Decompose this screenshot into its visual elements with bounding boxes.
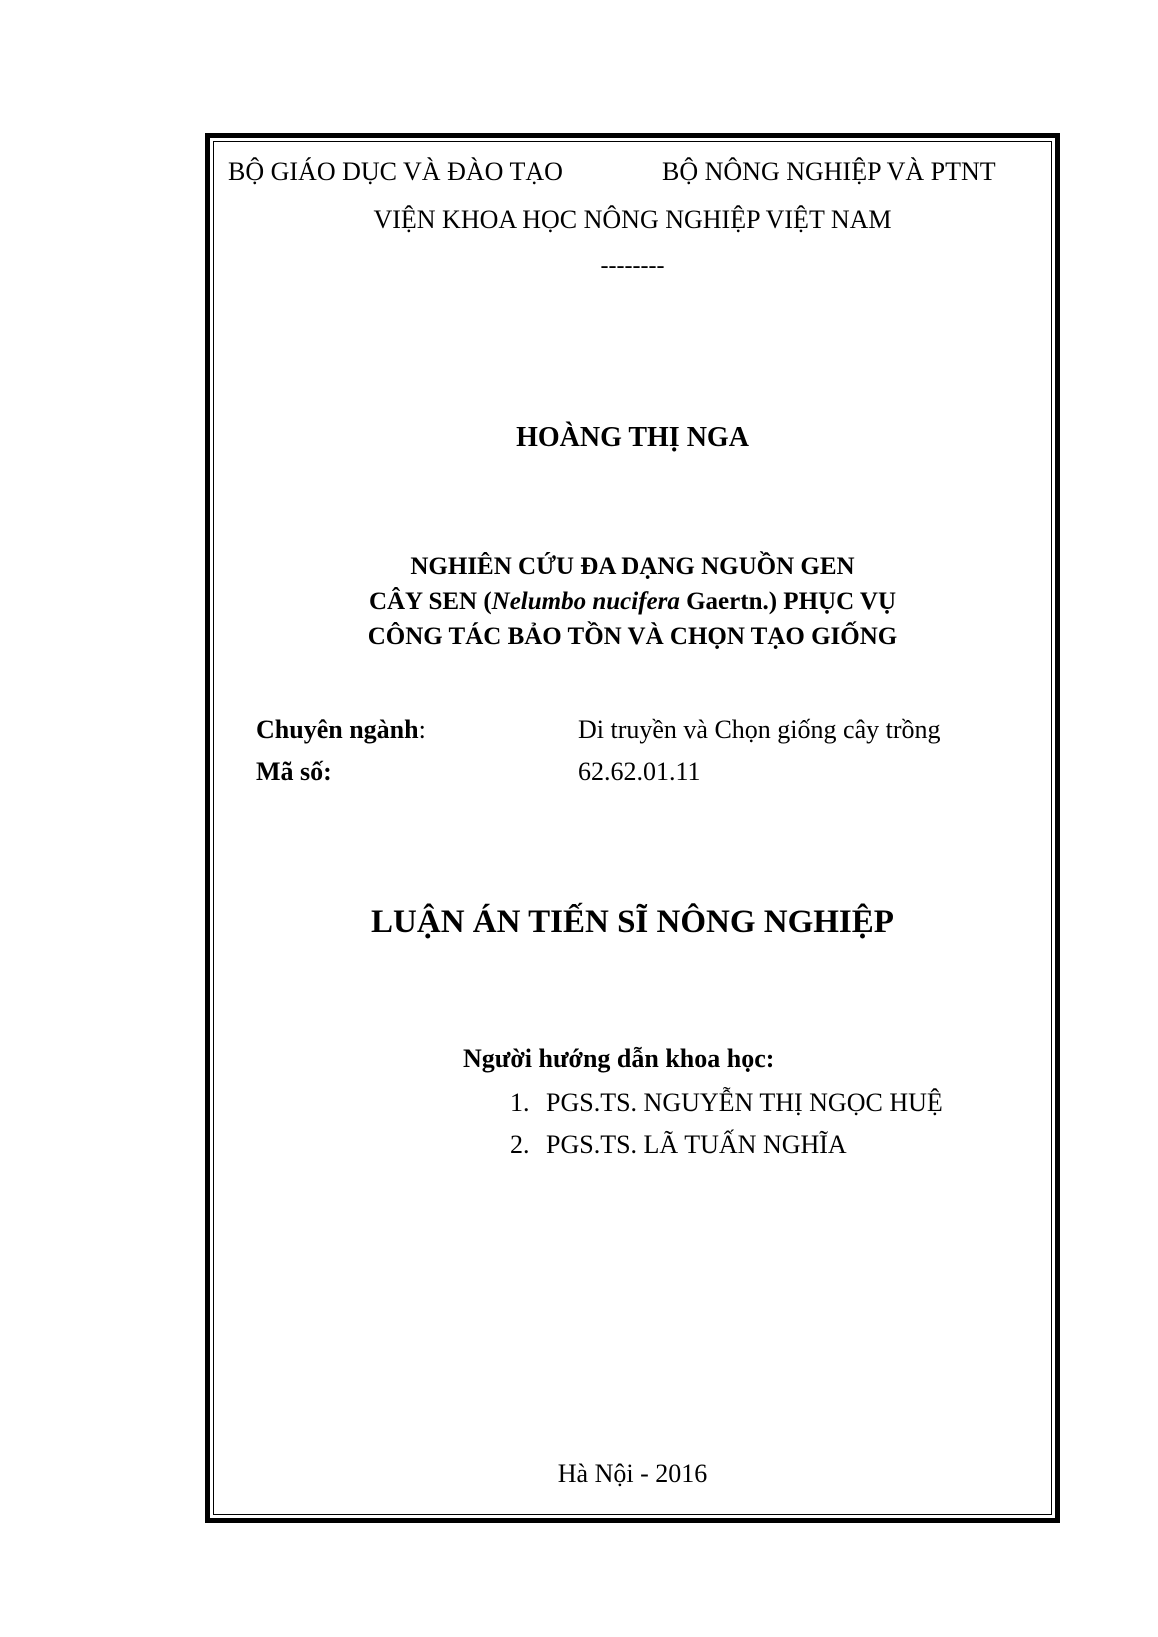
advisor-2-number: 2. xyxy=(510,1130,530,1159)
advisors-heading: Người hướng dẫn khoa học: xyxy=(463,1044,775,1073)
institute-name: VIỆN KHOA HỌC NÔNG NGHIỆP VIỆT NAM xyxy=(373,205,892,234)
degree-title: LUẬN ÁN TIẾN SĨ NÔNG NGHIỆP xyxy=(371,904,894,940)
thesis-title-line-3: CÔNG TÁC BẢO TỒN VÀ CHỌN TẠO GIỐNG xyxy=(367,623,898,650)
species-name: Nelumbo nucifera xyxy=(491,588,680,615)
major-colon: : xyxy=(418,715,426,744)
major-label-row xyxy=(256,717,426,743)
code-value: 62.62.01.11 xyxy=(578,757,701,786)
title-prefix: CÂY SEN ( xyxy=(368,588,492,615)
page-border-inner xyxy=(213,141,1052,1515)
advisor-1-number: 1. xyxy=(510,1088,530,1117)
title-suffix: Gaertn.) PHỤC VỤ xyxy=(679,588,897,615)
major-label: Chuyên ngành xyxy=(256,715,419,744)
thesis-title-line-1: NGHIÊN CỨU ĐA DẠNG NGUỒN GEN xyxy=(410,553,855,580)
thesis-title-line-2 xyxy=(213,589,1052,614)
author-name: HOÀNG THỊ NGA xyxy=(516,422,749,453)
code-label: Mã số: xyxy=(256,757,332,786)
ministry-education: BỘ GIÁO DỤC VÀ ĐÀO TẠO xyxy=(228,157,563,186)
advisor-2-name: PGS.TS. LÃ TUẤN NGHĨA xyxy=(546,1130,847,1159)
place-and-year: Hà Nội - 2016 xyxy=(557,1459,708,1488)
ministry-agriculture: BỘ NÔNG NGHIỆP VÀ PTNT xyxy=(662,157,996,186)
major-value: Di truyền và Chọn giống cây trồng xyxy=(578,715,941,744)
header-separator: -------- xyxy=(600,253,665,279)
advisor-1-name: PGS.TS. NGUYỄN THỊ NGỌC HUỆ xyxy=(546,1088,943,1117)
